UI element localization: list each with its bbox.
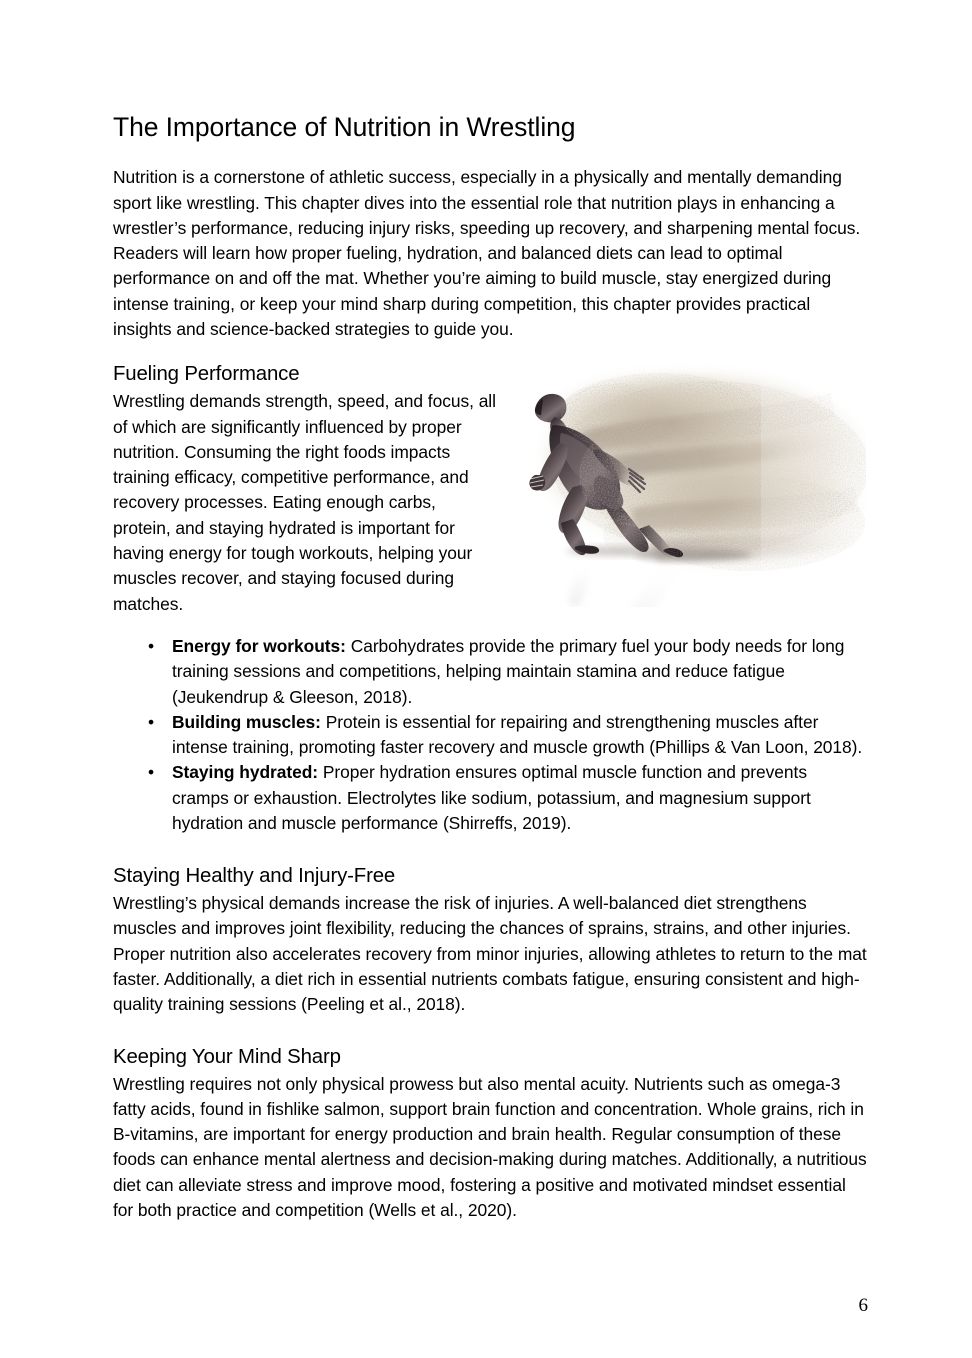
list-item xyxy=(113,760,868,836)
list-item-text: Carbohydrates provide the primary fuel your body needs for long training sessions and competitions, helping maintain stamina and reduce fatigue (Jeukendrup & Gleeson, 2018). xyxy=(172,635,845,707)
list-item-lead: Staying hydrated: xyxy=(172,762,319,783)
list-item-text: Proper hydration ensures optimal muscle function and prevents cramps or exhaustion. Electrolytes like sodium, potassium, and magnesium support hydration and muscle performance (Shirreffs, 2019). xyxy=(172,762,811,833)
page-number: 6 xyxy=(858,1295,868,1316)
list-item-lead: Building muscles: xyxy=(172,711,321,732)
list-item-lead: Energy for workouts: xyxy=(172,635,346,656)
section-heading-keeping-mind-sharp: Keeping Your Mind Sharp xyxy=(113,1045,341,1068)
list-item-text: Protein is essential for repairing and strengthening muscles after intense training, promoting faster recovery and muscle growth (Phillips & Van Loon, 2018). xyxy=(172,711,863,758)
section-heading-fueling-performance: Fueling Performance xyxy=(113,363,300,386)
fueling-body-paragraph: Wrestling demands strength, speed, and focus, all of which are significantly influenced by proper nutrition. Consuming the right foods impacts training efficacy, competitive performance, and recovery processes. Eating enough carbs, protein, and staying hydrated is important for having energy for tough workouts, helping your muscles recover, and staying focused during matches. xyxy=(113,391,496,614)
intro-paragraph: Nutrition is a cornerstone of athletic success, especially in a physically and mentally demanding sport like wrestling. This chapter dives into the essential role that nutrition plays in enhancing a wrestler’s performance, reducing injury risks, speeding up recovery, and sharpening mental focus. Readers will learn how proper fueling, hydration, and balanced diets can lead to optimal performance on and off the mat. Whether you’re aiming to build muscle, stay energized during intense training, or keep your mind sharp during competition, this chapter provides practical insights and science-backed strategies to guide you. xyxy=(113,167,861,340)
keeping-mind-sharp-body-paragraph: Wrestling requires not only physical prowess but also mental acuity. Nutrients such as omega-3 fatty acids, found in fishlike salmon, support brain function and concentration. Whole grains, rich in B-vitamins, are important for energy production and brain health. Regular consumption of these foods can enhance mental alertness and decision-making during matches. Additionally, a nutritious diet can alleviate stress and improve mood, fostering a positive and motivated mindset essential for both practice and competition (Wells et al., 2020). xyxy=(113,1073,867,1221)
section-heading-staying-healthy: Staying Healthy and Injury-Free xyxy=(113,865,396,888)
bullet-icon: • xyxy=(148,635,155,656)
bullet-icon: • xyxy=(148,762,155,783)
page-content xyxy=(113,112,868,1223)
sprinting-athlete-illustration xyxy=(511,355,866,607)
fueling-performance-section xyxy=(113,362,868,617)
list-item xyxy=(113,710,868,761)
bullet-icon: • xyxy=(148,711,155,732)
page-title: The Importance of Nutrition in Wrestling xyxy=(113,112,576,142)
keeping-mind-sharp-section xyxy=(113,1045,868,1224)
list-item xyxy=(113,634,868,710)
staying-healthy-body-paragraph: Wrestling’s physical demands increase the risk of injuries. A well-balanced diet strengthens muscles and improves joint flexibility, reducing the chances of sprains, strains, and other injuries. Proper nutrition also accelerates recovery from minor injuries, allowing athletes to return to the mat faster. Additionally, a diet rich in essential nutrients combats fatigue, ensuring consistent and high-quality training sessions (Peeling et al., 2018). xyxy=(113,893,867,1015)
sprinting-athlete-image xyxy=(511,355,866,607)
key-points-list xyxy=(113,634,868,836)
fueling-text-column xyxy=(113,362,498,617)
staying-healthy-section xyxy=(113,864,868,1017)
